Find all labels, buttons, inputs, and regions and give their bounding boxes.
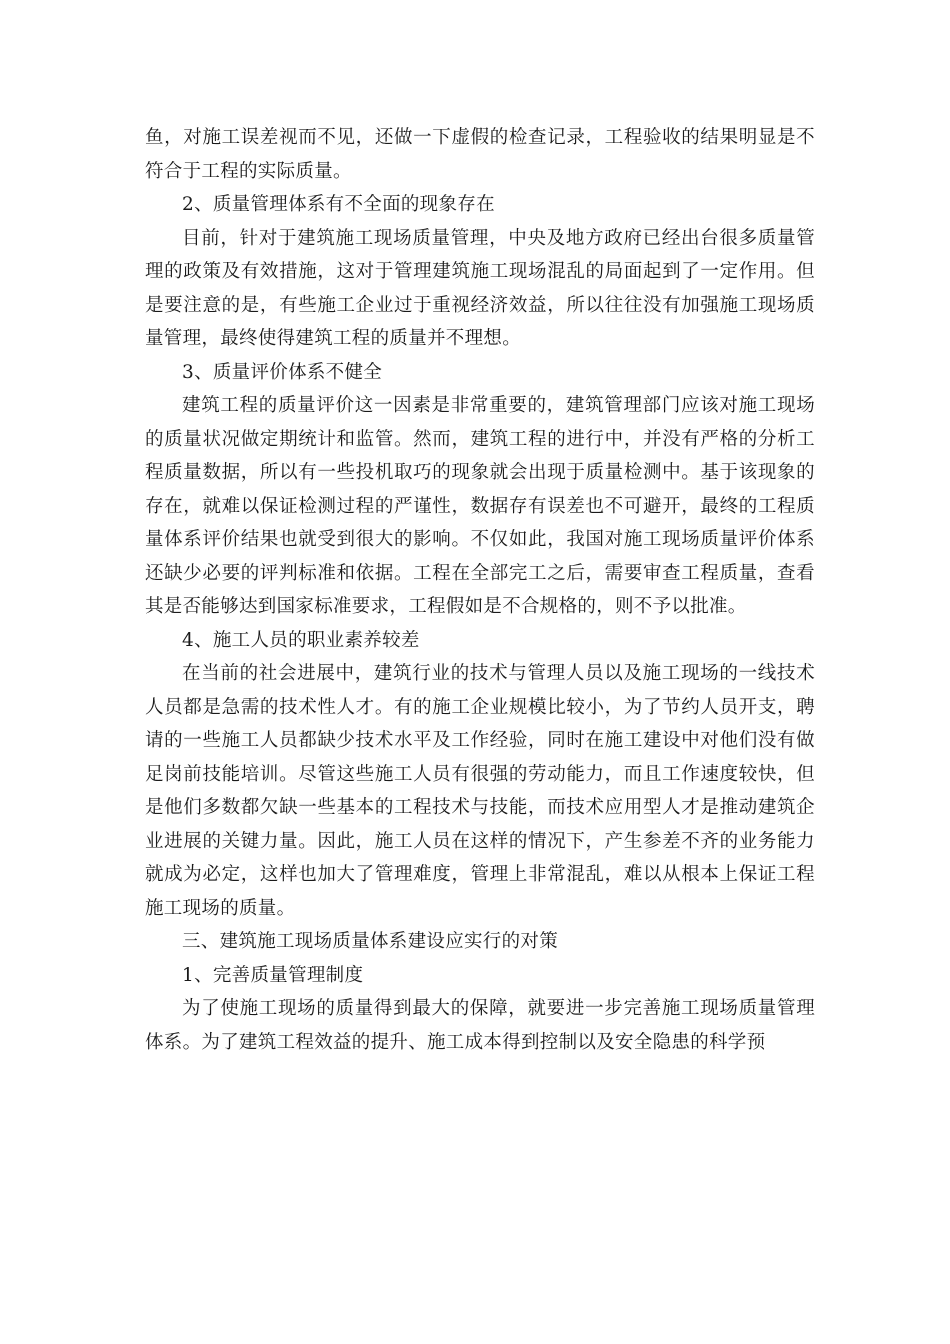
- paragraph: 建筑工程的质量评价这一因素是非常重要的，建筑管理部门应该对施工现场的质量状况做定期统计和监管。然而，建筑工程的进行中，并没有严格的分析工程质量数据，所以有一些投机取巧的现象就会出现于质量检测中。基于该现象的存在，就难以保证检测过程的严谨性，数据存有误差也不可避开，最终的工程质量体系评价结果也就受到很大的影响。不仅如此，我国对施工现场质量评价体系还缺少必要的评判标准和依据。工程在全部完工之后，需要审查工程质量，查看其是否能够达到国家标准要求，工程假如是不合规格的，则不予以批准。: [145, 395, 815, 617]
- section-heading-2: 2、质量管理体系有不全面的现象存在: [182, 194, 495, 215]
- section-heading-1: 1、完善质量管理制度: [182, 964, 364, 986]
- paragraph: 为了使施工现场的质量得到最大的保障，就要进一步完善施工现场质量管理体系。为了建筑工程效益的提升、施工成本得到控制以及安全隐患的科学预: [145, 998, 815, 1053]
- paragraph: 在当前的社会进展中，建筑行业的技术与管理人员以及施工现场的一线技术人员都是急需的技术性人才。有的施工企业规模比较小，为了节约人员开支，聘请的一些施工人员都缺少技术水平及工作经验，同时在施工建设中对他们没有做足岗前技能培训。尽管这些施工人员有很强的劳动能力，而且工作速度较快，但是他们多数都欠缺一些基本的工程技术与技能，而技术应用型人才是推动建筑企业进展的关键力量。因此，施工人员在这样的情况下，产生参差不齐的业务能力就成为必定，这样也加大了管理难度，管理上非常混乱，难以从根本上保证工程施工现场的质量。: [145, 663, 815, 919]
- chapter-heading-3: 三、建筑施工现场质量体系建设应实行的对策: [182, 931, 559, 952]
- section-heading-3: 3、质量评价体系不健全: [182, 361, 383, 383]
- document-body: [145, 121, 815, 1059]
- paragraph-continued: 鱼，对施工误差视而不见，还做一下虚假的检查记录，工程验收的结果明显是不符合于工程的实际质量。: [145, 127, 815, 182]
- paragraph: 目前，针对于建筑施工现场质量管理，中央及地方政府已经出台很多质量管理的政策及有效措施，这对于管理建筑施工现场混乱的局面起到了一定作用。但是要注意的是，有些施工企业过于重视经济效益，所以往往没有加强施工现场质量管理，最终使得建筑工程的质量并不理想。: [145, 227, 815, 349]
- section-heading-4: 4、施工人员的职业素养较差: [182, 629, 420, 651]
